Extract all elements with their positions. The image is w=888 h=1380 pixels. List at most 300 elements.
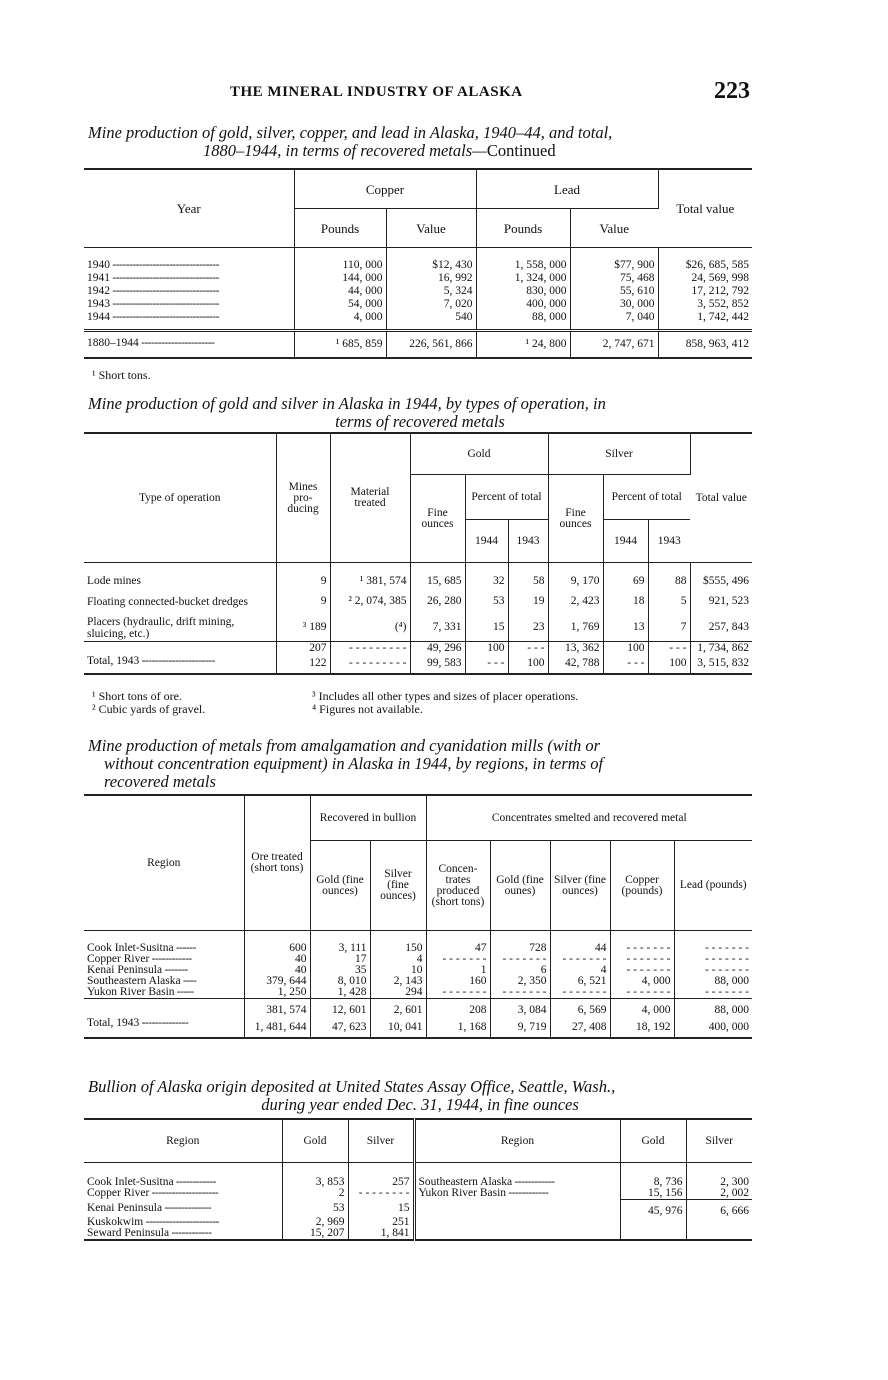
value-cell: ² 2, 074, 385 bbox=[330, 589, 410, 615]
value-cell: 110, 000 bbox=[294, 248, 386, 273]
col-material-treated: Material treated bbox=[330, 433, 410, 563]
value-cell: 27, 408 bbox=[550, 1017, 610, 1038]
value-cell: 15, 156 bbox=[620, 1188, 686, 1200]
value-cell: 8, 736 bbox=[620, 1163, 686, 1189]
dot-leader: ------------ bbox=[169, 1227, 212, 1239]
value-cell: 3, 853 bbox=[282, 1163, 348, 1189]
col-gold-fine-ounces: Fine ounces bbox=[410, 475, 465, 563]
value-cell: 58 bbox=[508, 563, 548, 589]
empty-cell: - - - - - - - bbox=[550, 954, 610, 965]
table2-footnotes-left bbox=[92, 690, 205, 716]
value-cell: 1, 769 bbox=[548, 615, 603, 642]
page-number: 223 bbox=[714, 78, 750, 104]
operation-type-cell: Lode mines bbox=[84, 563, 276, 589]
dot-leader: ------------ bbox=[506, 1187, 549, 1200]
table-row bbox=[84, 987, 752, 999]
value-cell: 4, 000 bbox=[610, 999, 674, 1018]
value-cell: 7, 040 bbox=[570, 311, 658, 324]
value-cell: 2, 601 bbox=[370, 999, 426, 1018]
dot-leader: -------------- bbox=[162, 1201, 212, 1214]
dot-leader: ------------ bbox=[512, 1176, 555, 1188]
dot-leader: ---- bbox=[180, 975, 197, 987]
col-gold: Gold (fine ounces) bbox=[310, 841, 370, 931]
region-cell bbox=[84, 931, 244, 955]
row-label: 1940 bbox=[87, 259, 110, 271]
value-cell: 2 bbox=[282, 1188, 348, 1200]
total-row bbox=[84, 330, 752, 358]
value-cell: 3, 084 bbox=[490, 999, 550, 1018]
table2-footnotes-right bbox=[312, 690, 578, 716]
dot-leader: ---------------------- bbox=[143, 1216, 219, 1228]
col-silver-right: Silver bbox=[686, 1119, 752, 1163]
col-gold-percent: Percent of total bbox=[465, 475, 548, 520]
value-cell: 160 bbox=[426, 976, 490, 987]
col-region-right: Region bbox=[414, 1119, 620, 1163]
year-cell bbox=[84, 311, 294, 324]
value-cell: 45, 976 bbox=[620, 1200, 686, 1218]
value-cell: 10 bbox=[370, 965, 426, 976]
empty-cell: - - - - - - - bbox=[704, 942, 749, 954]
value-cell: 44 bbox=[550, 931, 610, 955]
table-row bbox=[84, 285, 752, 298]
value-cell: 122 bbox=[276, 655, 330, 674]
value-cell: 400, 000 bbox=[708, 1020, 749, 1033]
empty-cell: - - - - - - - - - bbox=[330, 655, 410, 674]
table2-by-operation bbox=[84, 432, 752, 675]
value-cell: 2, 747, 671 bbox=[570, 330, 658, 358]
value-cell: 858, 963, 412 bbox=[658, 330, 752, 358]
value-cell: (⁴) bbox=[330, 615, 410, 642]
caption-line: without concentration equipment) in Alaska in 1944, by regions, in terms of bbox=[104, 754, 604, 773]
row-label: Yukon River Basin bbox=[87, 986, 175, 998]
table-row bbox=[84, 1200, 752, 1218]
empty-cell: - - - bbox=[603, 655, 648, 674]
empty-cell: - - - bbox=[508, 641, 548, 655]
total-row bbox=[84, 655, 752, 674]
col-lead-value: Value bbox=[570, 209, 658, 248]
col-copper: Copper bbox=[294, 169, 476, 209]
value-cell: 26, 280 bbox=[410, 589, 465, 615]
value-cell: 257 bbox=[348, 1163, 414, 1189]
empty-cell: - - - - - - - - bbox=[348, 1188, 414, 1200]
value-cell: 2, 002 bbox=[720, 1187, 749, 1199]
value-cell: 53 bbox=[465, 589, 508, 615]
table1-caption bbox=[88, 124, 752, 160]
col-gold-concentrates: Gold (fine ounes) bbox=[490, 841, 550, 931]
region-cell bbox=[84, 1163, 282, 1189]
running-title: THE MINERAL INDUSTRY OF ALASKA bbox=[230, 84, 523, 100]
col-recovered-bullion: Recovered in bullion bbox=[310, 795, 426, 841]
value-cell: 1, 324, 000 bbox=[476, 272, 570, 285]
empty-cell bbox=[414, 1228, 620, 1240]
empty-cell: - - - - - - - bbox=[610, 931, 674, 955]
empty-cell: - - - - - - - bbox=[426, 987, 490, 999]
value-cell: 54, 000 bbox=[294, 298, 386, 311]
table-row bbox=[84, 248, 752, 273]
value-cell: 23 bbox=[508, 615, 548, 642]
table-row bbox=[84, 615, 752, 642]
col-silver-left: Silver bbox=[348, 1119, 414, 1163]
col-copper: Copper (pounds) bbox=[610, 841, 674, 931]
value-cell: 294 bbox=[370, 987, 426, 999]
value-cell: 1, 250 bbox=[244, 987, 310, 999]
operation-type-cell: Placers (hydraulic, drift mining, sluicing, etc.) bbox=[84, 615, 276, 642]
year-cell bbox=[84, 285, 294, 298]
caption-line: Mine production of gold and silver in Alaska in 1944, by types of operation, in bbox=[88, 394, 606, 413]
value-cell: 100 bbox=[603, 641, 648, 655]
value-cell: 40 bbox=[244, 954, 310, 965]
col-gold-left: Gold bbox=[282, 1119, 348, 1163]
caption-text: 1880–1944, in terms of recovered metals— bbox=[203, 141, 487, 160]
col-silver-1944: 1944 bbox=[603, 520, 648, 563]
row-label: Kenai Peninsula bbox=[87, 1201, 163, 1214]
value-cell: 15 bbox=[348, 1200, 414, 1218]
value-cell: 15 bbox=[465, 615, 508, 642]
col-lead-pounds: Pounds bbox=[476, 209, 570, 248]
row-label: Southeastern Alaska bbox=[87, 975, 181, 987]
region-cell bbox=[84, 1200, 282, 1218]
total-row bbox=[84, 1017, 752, 1038]
value-cell: 12, 601 bbox=[310, 999, 370, 1018]
empty-cell: - - - - - - - bbox=[610, 965, 674, 976]
value-cell: 1, 734, 862 bbox=[690, 641, 752, 655]
empty-cell: - - - - - - - bbox=[610, 954, 674, 965]
value-cell: 1, 168 bbox=[426, 1017, 490, 1038]
value-cell: 9, 170 bbox=[548, 563, 603, 589]
sum-row bbox=[84, 641, 752, 655]
value-cell: 4, 000 bbox=[610, 976, 674, 987]
col-gold-1944: 1944 bbox=[465, 520, 508, 563]
table2-caption bbox=[88, 395, 752, 431]
value-cell: 30, 000 bbox=[570, 298, 658, 311]
col-gold-1943: 1943 bbox=[508, 520, 548, 563]
empty-cell bbox=[686, 1217, 752, 1228]
value-cell: 600 bbox=[244, 931, 310, 955]
sum-row bbox=[84, 999, 752, 1018]
col-ore-treated: Ore treated (short tons) bbox=[244, 795, 310, 931]
value-cell: 47, 623 bbox=[310, 1017, 370, 1038]
empty-cell: - - - - - - - bbox=[704, 986, 749, 998]
empty-cell: - - - - - - - - - bbox=[330, 641, 410, 655]
value-cell: 257, 843 bbox=[708, 621, 749, 633]
table1-footnote: ¹ Short tons. bbox=[92, 368, 151, 382]
empty-cell: - - - - - - - bbox=[610, 987, 674, 999]
value-cell: 100 bbox=[648, 655, 690, 674]
operation-type-cell: Floating connected-bucket dredges bbox=[84, 589, 276, 615]
value-cell: 18, 192 bbox=[610, 1017, 674, 1038]
value-cell: 150 bbox=[370, 931, 426, 955]
col-concentrates: Concentrates smelted and recovered metal bbox=[426, 795, 752, 841]
col-region-left: Region bbox=[84, 1119, 282, 1163]
dot-leader: -------------------------------- bbox=[110, 272, 219, 284]
value-cell: 53 bbox=[282, 1200, 348, 1218]
value-cell: 6, 569 bbox=[550, 999, 610, 1018]
value-cell: $12, 430 bbox=[386, 248, 476, 273]
value-cell: 15, 207 bbox=[282, 1228, 348, 1240]
table4-caption bbox=[88, 1078, 752, 1114]
value-cell: 13, 362 bbox=[548, 641, 603, 655]
value-cell: 540 bbox=[386, 311, 476, 324]
value-cell: 2, 969 bbox=[282, 1217, 348, 1228]
value-cell: 379, 644 bbox=[244, 976, 310, 987]
region-cell bbox=[84, 1188, 282, 1200]
row-label-cell bbox=[84, 655, 276, 674]
empty-cell bbox=[84, 999, 244, 1018]
footnote: ⁴ Figures not available. bbox=[312, 702, 423, 716]
row-label: Yukon River Basin bbox=[418, 1187, 507, 1200]
dot-leader: -------------- bbox=[139, 1017, 189, 1029]
value-cell: 2, 423 bbox=[548, 589, 603, 615]
value-cell: ¹ 24, 800 bbox=[476, 330, 570, 358]
value-cell: 728 bbox=[490, 931, 550, 955]
value-cell: 4 bbox=[370, 954, 426, 965]
value-cell: 9 bbox=[276, 563, 330, 589]
value-cell: 6, 521 bbox=[550, 976, 610, 987]
value-cell: 69 bbox=[603, 563, 648, 589]
empty-cell: - - - - - - - bbox=[490, 954, 550, 965]
value-cell: 381, 574 bbox=[244, 999, 310, 1018]
value-cell: 7 bbox=[648, 615, 690, 642]
row-label: 1941 bbox=[87, 272, 110, 284]
value-cell: 2, 350 bbox=[490, 976, 550, 987]
col-mines-producing: Mines pro- ducing bbox=[276, 433, 330, 563]
value-cell: ³ 189 bbox=[276, 615, 330, 642]
value-cell: 3, 515, 832 bbox=[697, 657, 749, 669]
caption-line: Mine production of gold, silver, copper, and lead in Alaska, 1940–44, and total, bbox=[88, 123, 613, 142]
dot-leader: -------------------------------- bbox=[110, 298, 219, 310]
caption-continued: Continued bbox=[486, 141, 556, 160]
value-cell: 17, 212, 792 bbox=[691, 285, 749, 297]
table3-caption bbox=[88, 737, 752, 791]
footnote: ¹ Short tons of ore. bbox=[92, 689, 182, 703]
row-label: Cook Inlet-Susitna bbox=[87, 1176, 174, 1188]
col-silver: Silver bbox=[548, 433, 690, 475]
value-cell: 5, 324 bbox=[386, 285, 476, 298]
dot-leader: -------------------------------- bbox=[110, 311, 219, 323]
dot-leader: ----- bbox=[174, 986, 194, 998]
region-cell bbox=[414, 1188, 620, 1200]
col-region: Region bbox=[84, 795, 244, 931]
col-copper-pounds: Pounds bbox=[294, 209, 386, 248]
value-cell: 10, 041 bbox=[370, 1017, 426, 1038]
col-year: Year bbox=[84, 169, 294, 248]
value-cell: 88, 000 bbox=[674, 999, 752, 1018]
value-cell: $26, 685, 585 bbox=[685, 259, 749, 271]
value-cell: 13 bbox=[603, 615, 648, 642]
table-row bbox=[84, 311, 752, 324]
caption-line: Mine production of metals from amalgamation and cyanidation mills (with or bbox=[88, 736, 601, 755]
table-row bbox=[84, 298, 752, 311]
value-cell: 4, 000 bbox=[294, 311, 386, 324]
value-cell: 9, 719 bbox=[490, 1017, 550, 1038]
table4-bullion-seattle bbox=[84, 1118, 752, 1241]
region-cell bbox=[84, 1228, 282, 1240]
value-cell: 99, 583 bbox=[410, 655, 465, 674]
value-cell: 7, 331 bbox=[410, 615, 465, 642]
col-type-of-operation: Type of operation bbox=[84, 433, 276, 563]
table-row bbox=[84, 1163, 752, 1189]
footnote: ² Cubic yards of gravel. bbox=[92, 702, 206, 716]
row-label-cell bbox=[84, 1017, 244, 1038]
value-cell: 251 bbox=[348, 1217, 414, 1228]
col-silver-fine-ounces: Fine ounces bbox=[548, 475, 603, 563]
value-cell: 2, 300 bbox=[720, 1176, 749, 1188]
empty-cell: - - - - - - - bbox=[704, 953, 749, 965]
row-label: Total, 1943 bbox=[87, 1017, 140, 1029]
value-cell: 88, 000 bbox=[714, 975, 749, 987]
dot-leader: ---------------------- bbox=[138, 336, 215, 349]
dot-leader: -------------------------------- bbox=[110, 259, 219, 271]
row-label: 1942 bbox=[87, 285, 110, 297]
value-cell: 1, 742, 442 bbox=[697, 311, 749, 323]
value-cell: 8, 010 bbox=[310, 976, 370, 987]
value-cell: 830, 000 bbox=[476, 285, 570, 298]
year-cell bbox=[84, 248, 294, 273]
caption-line: during year ended Dec. 31, 1944, in fine ounces bbox=[261, 1095, 579, 1114]
row-label: Cook Inlet-Susitna bbox=[87, 942, 174, 954]
table3-mills-by-region bbox=[84, 794, 752, 1039]
value-cell: 1, 428 bbox=[310, 987, 370, 999]
value-cell: 3, 111 bbox=[310, 931, 370, 955]
table-row bbox=[84, 563, 752, 589]
value-cell: 3, 552, 852 bbox=[697, 298, 749, 310]
value-cell: 1, 558, 000 bbox=[476, 248, 570, 273]
running-head bbox=[230, 78, 750, 108]
col-silver-concentrates: Silver (fine ounces) bbox=[550, 841, 610, 931]
col-silver-1943: 1943 bbox=[648, 520, 690, 563]
value-cell: ¹ 685, 859 bbox=[294, 330, 386, 358]
value-cell: 24, 569, 998 bbox=[691, 272, 749, 284]
row-label: Kuskokwim bbox=[87, 1216, 144, 1228]
table-row bbox=[84, 931, 752, 955]
dot-leader: ------- bbox=[162, 964, 188, 976]
col-silver: Silver (fine ounces) bbox=[370, 841, 426, 931]
caption-line bbox=[88, 142, 752, 160]
value-cell: 16, 992 bbox=[386, 272, 476, 285]
empty-cell: - - - - - - - bbox=[426, 954, 490, 965]
row-label: Southeastern Alaska bbox=[418, 1176, 513, 1188]
empty-cell bbox=[686, 1228, 752, 1240]
row-label: Copper River bbox=[87, 953, 150, 965]
col-copper-value: Value bbox=[386, 209, 476, 248]
value-cell: 88 bbox=[648, 563, 690, 589]
table1-copper-lead bbox=[84, 168, 752, 359]
value-cell: 226, 561, 866 bbox=[386, 330, 476, 358]
empty-cell bbox=[414, 1217, 620, 1228]
value-cell: $555, 496 bbox=[703, 574, 749, 587]
row-label: Kenai Peninsula bbox=[87, 964, 163, 976]
empty-cell: - - - bbox=[465, 655, 508, 674]
value-cell: 15, 685 bbox=[410, 563, 465, 589]
col-concentrates-produced: Concen- trates produced (short tons) bbox=[426, 841, 490, 931]
value-cell: 6 bbox=[490, 965, 550, 976]
table-row bbox=[84, 272, 752, 285]
region-cell bbox=[84, 987, 244, 999]
value-cell: 4 bbox=[550, 965, 610, 976]
value-cell: 921, 523 bbox=[708, 595, 749, 607]
dot-leader: -------------------------------- bbox=[110, 285, 219, 297]
value-cell: 19 bbox=[508, 589, 548, 615]
empty-cell: - - - bbox=[648, 641, 690, 655]
value-cell: 1, 481, 644 bbox=[244, 1017, 310, 1038]
value-cell: 6, 666 bbox=[686, 1200, 752, 1218]
caption-line: terms of recovered metals bbox=[335, 412, 505, 431]
value-cell: 100 bbox=[508, 655, 548, 674]
value-cell: 144, 000 bbox=[294, 272, 386, 285]
col-total-value: Total value bbox=[658, 169, 752, 248]
empty-cell bbox=[84, 641, 276, 655]
caption-line: Bullion of Alaska origin deposited at United States Assay Office, Seattle, Wash., bbox=[88, 1077, 616, 1096]
value-cell: 88, 000 bbox=[476, 311, 570, 324]
empty-cell: - - - - - - - bbox=[550, 987, 610, 999]
region-cell bbox=[414, 1163, 620, 1189]
value-cell: 49, 296 bbox=[410, 641, 465, 655]
col-lead: Lead bbox=[476, 169, 658, 209]
value-cell: 55, 610 bbox=[570, 285, 658, 298]
row-label: Copper River bbox=[87, 1187, 150, 1200]
empty-cell: - - - - - - - bbox=[490, 987, 550, 999]
table-row bbox=[84, 1228, 752, 1240]
col-silver-percent: Percent of total bbox=[603, 475, 690, 520]
empty-cell bbox=[620, 1228, 686, 1240]
value-cell: 5 bbox=[648, 589, 690, 615]
value-cell: 1 bbox=[426, 965, 490, 976]
value-cell: 32 bbox=[465, 563, 508, 589]
empty-cell bbox=[414, 1200, 620, 1218]
col-total-value: Total value bbox=[690, 433, 752, 563]
col-lead: Lead (pounds) bbox=[674, 841, 752, 931]
value-cell: 400, 000 bbox=[476, 298, 570, 311]
table-row bbox=[84, 589, 752, 615]
dot-leader: -------------------- bbox=[149, 1187, 219, 1200]
row-label: Total, 1943 bbox=[87, 654, 140, 667]
value-cell: 208 bbox=[426, 999, 490, 1018]
value-cell: 1, 841 bbox=[348, 1228, 414, 1240]
value-cell: 100 bbox=[465, 641, 508, 655]
value-cell: 7, 020 bbox=[386, 298, 476, 311]
dot-leader: ------ bbox=[173, 942, 196, 954]
year-cell bbox=[84, 272, 294, 285]
value-cell: 207 bbox=[276, 641, 330, 655]
dot-leader: ------------ bbox=[149, 953, 192, 965]
value-cell: 47 bbox=[426, 931, 490, 955]
row-label: 1880–1944 bbox=[87, 336, 139, 349]
table-row bbox=[84, 1188, 752, 1200]
empty-cell bbox=[620, 1217, 686, 1228]
value-cell: $77, 900 bbox=[570, 248, 658, 273]
footnote: ³ Includes all other types and sizes of placer operations. bbox=[312, 689, 579, 703]
year-cell bbox=[84, 298, 294, 311]
value-cell: 17 bbox=[310, 954, 370, 965]
dot-leader: ---------------------- bbox=[139, 654, 215, 667]
row-label: Seward Peninsula bbox=[87, 1227, 170, 1239]
col-gold: Gold bbox=[410, 433, 548, 475]
value-cell: 35 bbox=[310, 965, 370, 976]
dot-leader: ------------ bbox=[173, 1176, 216, 1188]
value-cell: 44, 000 bbox=[294, 285, 386, 298]
col-gold-right: Gold bbox=[620, 1119, 686, 1163]
value-cell: 42, 788 bbox=[548, 655, 603, 674]
value-cell: 9 bbox=[276, 589, 330, 615]
year-cell bbox=[84, 330, 294, 358]
row-label: 1943 bbox=[87, 298, 110, 310]
value-cell: 2, 143 bbox=[370, 976, 426, 987]
value-cell: ¹ 381, 574 bbox=[330, 563, 410, 589]
value-cell: 18 bbox=[603, 589, 648, 615]
value-cell: 75, 468 bbox=[570, 272, 658, 285]
row-label: 1944 bbox=[87, 311, 110, 323]
value-cell: 40 bbox=[244, 965, 310, 976]
